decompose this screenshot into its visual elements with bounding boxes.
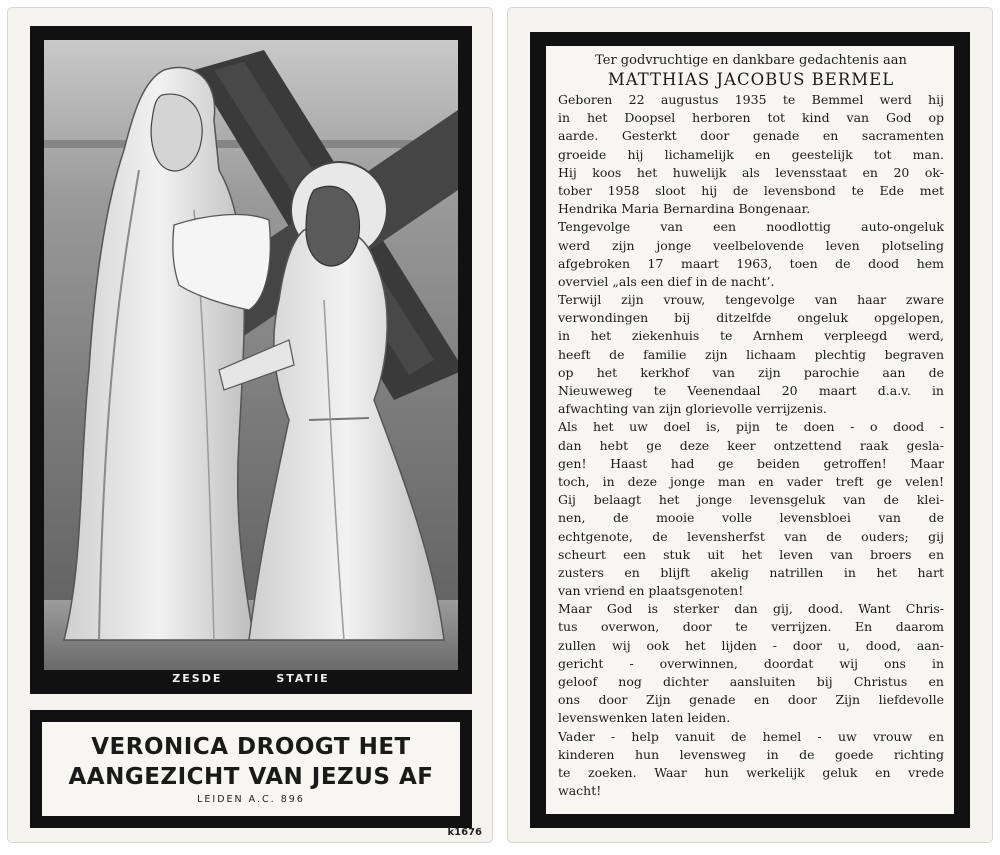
memorial-text-line: groeide hij lichamelijk en geestelijk tot man. bbox=[558, 146, 944, 162]
memorial-text-line: afgebroken 17 maart 1963, toen de dood hem bbox=[558, 255, 944, 271]
station-label bbox=[30, 672, 472, 685]
memorial-text-line: heeft de familie zijn lichaam plechtig begraven bbox=[558, 346, 944, 362]
memorial-text-line: echtgenote, de levensherfst van de ouders; gij bbox=[558, 528, 944, 544]
title-frame bbox=[30, 710, 472, 828]
card-title-line: VERONICA DROOGT HET bbox=[91, 734, 411, 760]
memorial-text-line: Als het uw doel is, pijn te doen - o dood - bbox=[558, 419, 944, 435]
memorial-text-line: op het kerkhof van zijn parochie aan de bbox=[558, 364, 944, 380]
memorial-text-line: Hendrika Maria Bernardina Bongenaar. bbox=[558, 201, 811, 217]
memorial-text-line: Terwijl zijn vrouw, tengevolge van haar zware bbox=[558, 292, 944, 308]
deceased-name: MATTHIAS JACOBUS BERMEL bbox=[607, 70, 895, 89]
memorial-text-line: zullen wij ook het lijden - door u, dood, aan- bbox=[558, 637, 944, 653]
memorial-text-line: tober 1958 sloot hij de levensbond te Ede met bbox=[558, 182, 944, 198]
memorial-text-line: gen! Haast had ge beiden getroffen! Maar bbox=[558, 455, 944, 471]
right-card bbox=[508, 8, 992, 842]
memorial-text-line: Vader - help vanuit de hemel - uw vrouw en bbox=[558, 728, 944, 744]
memorial-text-line: verwondingen bij ditzelfde ongeluk opgelopen, bbox=[558, 310, 944, 326]
memorial-text-line: Maar God is sterker dan gij, dood. Want Chris- bbox=[558, 601, 944, 617]
memorial-text-line: Gij belaagt het jonge levensgeluk van de klei- bbox=[558, 492, 944, 508]
memorial-text-line: Geboren 22 augustus 1935 te Bemmel werd hij bbox=[558, 92, 944, 107]
memorial-text-line: te zoeken. Waar hun werkelijk geluk en vrede bbox=[558, 764, 944, 780]
memorial-text-line: levenswenken laten leiden. bbox=[558, 710, 731, 726]
print-code: k1676 bbox=[447, 827, 482, 838]
memorial-text-line: Nieuweweg te Veenendaal 20 maart d.a.v. in bbox=[558, 383, 944, 398]
card-subtitle: LEIDEN A.C. 896 bbox=[197, 794, 305, 805]
memorial-text-line: gericht - overwinnen, doordat wij ons in bbox=[558, 655, 944, 671]
memorial-body bbox=[558, 91, 944, 800]
memorial-text-line: aarde. Gesterkt door genade en sacramenten bbox=[558, 128, 944, 144]
memorial-text-line: geloof nog dichter aansluiten bij Christus en bbox=[558, 674, 944, 689]
memorial-text-line: van vriend en plaatsgenoten! bbox=[558, 583, 744, 599]
memorial-text-line: zusters en blijft akelig natrillen in het hart bbox=[558, 564, 944, 580]
memorial-text-line: wacht! bbox=[558, 783, 602, 799]
station-illustration bbox=[44, 40, 458, 670]
memorial-text-line: ons door Zijn genade en door Zijn liefdevolle bbox=[558, 692, 944, 708]
memorial-text-line: in het ziekenhuis te Arnhem verpleegd werd, bbox=[558, 328, 944, 344]
memorial-text-line: kinderen hun levensweg in de goede richting bbox=[558, 746, 944, 762]
memorial-text-line: Tengevolge van een noodlottig auto-ongeluk bbox=[558, 219, 944, 235]
title-block bbox=[42, 722, 460, 816]
picture-frame bbox=[30, 26, 472, 694]
memorial-text-line: overviel „als een dief in de nacht’. bbox=[558, 273, 775, 289]
text-frame bbox=[530, 32, 970, 828]
station-label-word: ZESDE bbox=[172, 672, 223, 685]
memorial-text-line: scheurt een stuk uit het leven van broers en bbox=[558, 546, 944, 562]
left-card bbox=[8, 8, 492, 842]
memorial-text-line: in het Doopsel herboren tot kind van God op bbox=[558, 110, 944, 126]
memorial-heading: Ter godvruchtige en dankbare gedachtenis aan bbox=[595, 53, 907, 68]
memorial-text bbox=[546, 46, 954, 814]
memorial-text-line: dan hebt ge deze keer ontzettend raak gesla- bbox=[558, 437, 944, 453]
station-label-word: STATIE bbox=[276, 672, 330, 685]
memorial-text-line: toch, in deze jonge man en vader treft ge velen! bbox=[558, 473, 944, 489]
card-title-line: AANGEZICHT VAN JEZUS AF bbox=[68, 764, 434, 790]
memorial-text-line: afwachting van zijn glorievolle verrijzenis. bbox=[558, 401, 827, 417]
memorial-text-line: Hij koos het huwelijk als levensstaat en 20 ok- bbox=[558, 164, 944, 180]
memorial-text-line: tus overwon, door te verrijzen. En daarom bbox=[558, 619, 944, 635]
memorial-text-line: nen, de mooie volle levensbloei van de bbox=[558, 510, 944, 526]
memorial-text-line: werd zijn jonge veelbelovende leven plotseling bbox=[558, 237, 944, 253]
